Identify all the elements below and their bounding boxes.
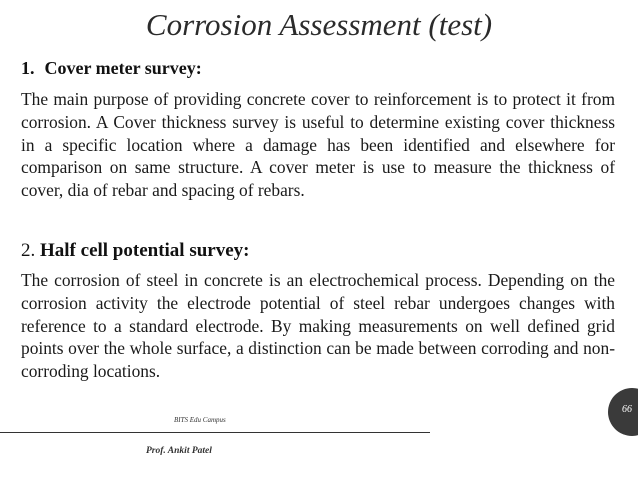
footer-divider <box>0 432 430 433</box>
section-1-number: 1. <box>21 58 35 78</box>
footer-author: Prof. Ankit Patel <box>146 446 212 456</box>
page-number-badge <box>608 388 638 436</box>
section-2-heading <box>21 240 250 262</box>
section-1-body: The main purpose of providing concrete cover to reinforcement is to protect it from corrosion. A Cover thickness survey is useful to determine existing cover thickness in a specific location where a damage has been identified and elsewhere for comparison on same structure. A cover meter is use to measure the thickness of cover, dia of rebar and spacing of rebars. <box>21 89 615 201</box>
section-2-body: The corrosion of steel in concrete is an electrochemical process. Depending on the corrosion activity the electrode potential of steel rebar undergoes changes with reference to a standard electrode. By making measurements on well defined grid points over the whole surface, a distinction can be made between corroding and non-corroding locations. <box>21 270 615 382</box>
section-1-heading <box>21 57 202 79</box>
slide-title: Corrosion Assessment (test) <box>145 7 493 42</box>
footer-campus: BITS Edu Campus <box>174 416 226 424</box>
section-2-number: 2. <box>21 240 36 261</box>
section-1-heading-text: Cover meter survey: <box>44 58 202 78</box>
page-number: 66 <box>622 404 632 415</box>
section-2-heading-text: Half cell potential survey: <box>40 240 250 261</box>
